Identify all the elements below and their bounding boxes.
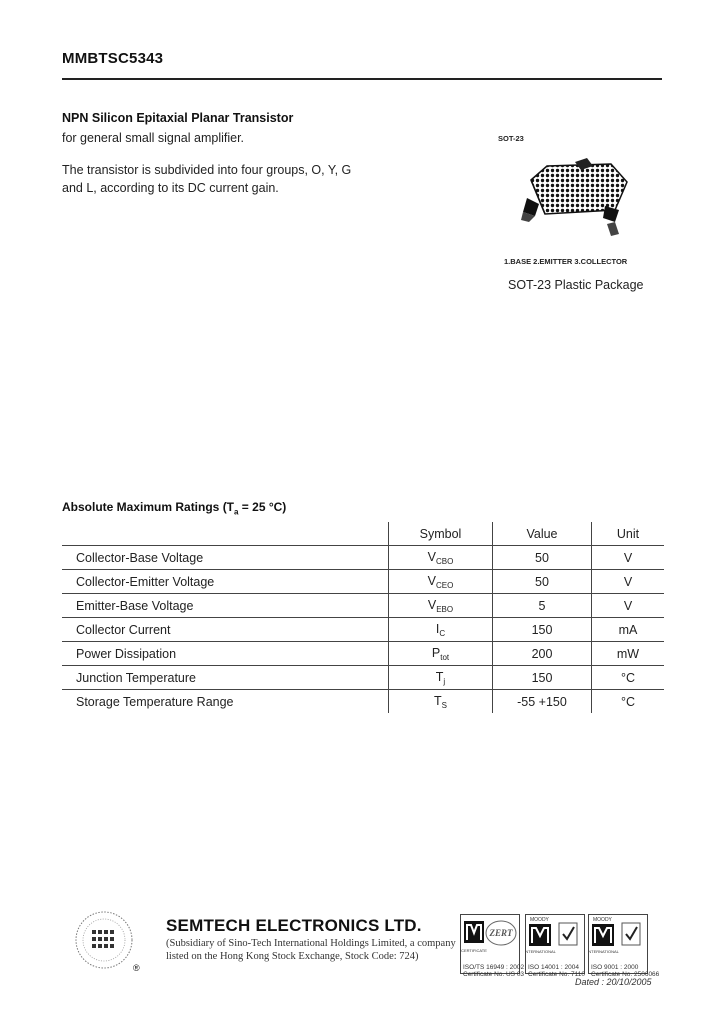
value-cell: 150 <box>493 618 592 642</box>
cert-caption-3: ISO 9001 : 2000 <box>591 964 639 971</box>
header-symbol: Symbol <box>389 522 493 546</box>
value-cell: 50 <box>493 546 592 570</box>
parameter-cell: Collector-Base Voltage <box>62 546 389 570</box>
header-parameter <box>62 522 389 546</box>
dated-text: Dated : 20/10/2005 <box>575 977 652 987</box>
header-divider <box>62 78 662 80</box>
ratings-title: Absolute Maximum Ratings ($T_a = 25$ °C) <box>62 500 287 517</box>
description-heading: NPN Silicon Epitaxial Planar Transistor <box>62 111 294 125</box>
sot23-package-image <box>515 158 633 242</box>
table-row <box>62 666 664 690</box>
symbol-cell: $V_{EBO}$ <box>389 594 493 618</box>
table-row <box>62 594 664 618</box>
moody-certification-icon <box>589 915 647 959</box>
svg-text:CERTIFICATE: CERTIFICATE <box>461 948 487 953</box>
value-cell: 150 <box>493 666 592 690</box>
table-row <box>62 570 664 594</box>
value-cell: -55 +150 <box>493 690 592 714</box>
part-number-title: MMBTSC5343 <box>62 50 164 67</box>
header-unit: Unit <box>592 522 665 546</box>
symbol-cell: $T_j$ <box>389 666 493 690</box>
symbol-cell: $I_C$ <box>389 618 493 642</box>
pin-description: 1.BASE 2.EMITTER 3.COLLECTOR <box>504 257 628 266</box>
symbol-cell: $V_{CBO}$ <box>389 546 493 570</box>
parameter-cell: Emitter-Base Voltage <box>62 594 389 618</box>
subsidiary-line-2: listed on the Hong Kong Stock Exchange, Stock Code: 724) <box>166 951 419 962</box>
unit-cell: mA <box>592 618 665 642</box>
parameter-cell: Collector-Emitter Voltage <box>62 570 389 594</box>
cert-number-2: Certificate No. 7110 <box>528 971 585 978</box>
unit-cell: V <box>592 594 665 618</box>
description-line-2: The transistor is subdivided into four groups, O, Y, G <box>62 163 352 177</box>
parameter-cell: Junction Temperature <box>62 666 389 690</box>
unit-cell: mW <box>592 642 665 666</box>
cert-brand-text: MOODY <box>530 917 549 923</box>
value-cell: 200 <box>493 642 592 666</box>
svg-text:INTERNATIONAL: INTERNATIONAL <box>589 949 619 954</box>
company-name: SEMTECH ELECTRONICS LTD. <box>166 916 422 935</box>
ratings-table <box>62 522 664 713</box>
description-line-1: for general small signal amplifier. <box>62 131 245 145</box>
iso-14001-badge <box>525 914 585 978</box>
table-row <box>62 546 664 570</box>
svg-text:INTERNATIONAL: INTERNATIONAL <box>526 949 556 954</box>
cert-brand-text: MOODY <box>593 917 612 923</box>
value-cell: 50 <box>493 570 592 594</box>
cert-caption-1: ISO/TS 16949 : 2002 <box>463 964 525 971</box>
parameter-cell: Storage Temperature Range <box>76 694 234 709</box>
parameter-cell: Collector Current <box>62 618 389 642</box>
value-cell: 5 <box>493 594 592 618</box>
unit-cell: V <box>592 570 665 594</box>
table-row <box>62 618 664 642</box>
cert-number-1: Certificate No. US 03 <box>463 971 525 978</box>
description-line-3: and L, according to its DC current gain. <box>62 181 279 195</box>
registered-mark: ® <box>133 963 140 973</box>
unit-cell: V <box>592 546 665 570</box>
package-caption: SOT-23 Plastic Package <box>508 278 644 292</box>
unit-cell: °C <box>592 690 665 714</box>
table-header-row <box>62 522 664 546</box>
cert-caption-2: ISO 14001 : 2004 <box>528 964 579 971</box>
package-label: SOT-23 <box>498 134 524 143</box>
symbol-cell: $P_{tot}$ <box>389 642 493 666</box>
parameter-cell: Power Dissipation <box>62 642 389 666</box>
moody-certification-icon <box>461 915 519 959</box>
table-row <box>62 690 664 714</box>
cert-number-3: Certificate No. 2506066 <box>591 971 660 978</box>
table-row <box>62 642 664 666</box>
unit-cell: °C <box>592 666 665 690</box>
iso-ts16949-badge <box>460 914 525 978</box>
iso-9001-badge <box>588 914 660 978</box>
moody-certification-icon <box>526 915 584 959</box>
subsidiary-line-1: (Subsidiary of Sino-Tech International Holdings Limited, a company <box>166 938 456 949</box>
svg-text:ZERT: ZERT <box>489 928 513 938</box>
symbol-cell: $T_S$ <box>389 690 493 714</box>
company-logo-icon <box>74 908 134 972</box>
symbol-cell: $V_{CEO}$ <box>389 570 493 594</box>
header-value: Value <box>493 522 592 546</box>
